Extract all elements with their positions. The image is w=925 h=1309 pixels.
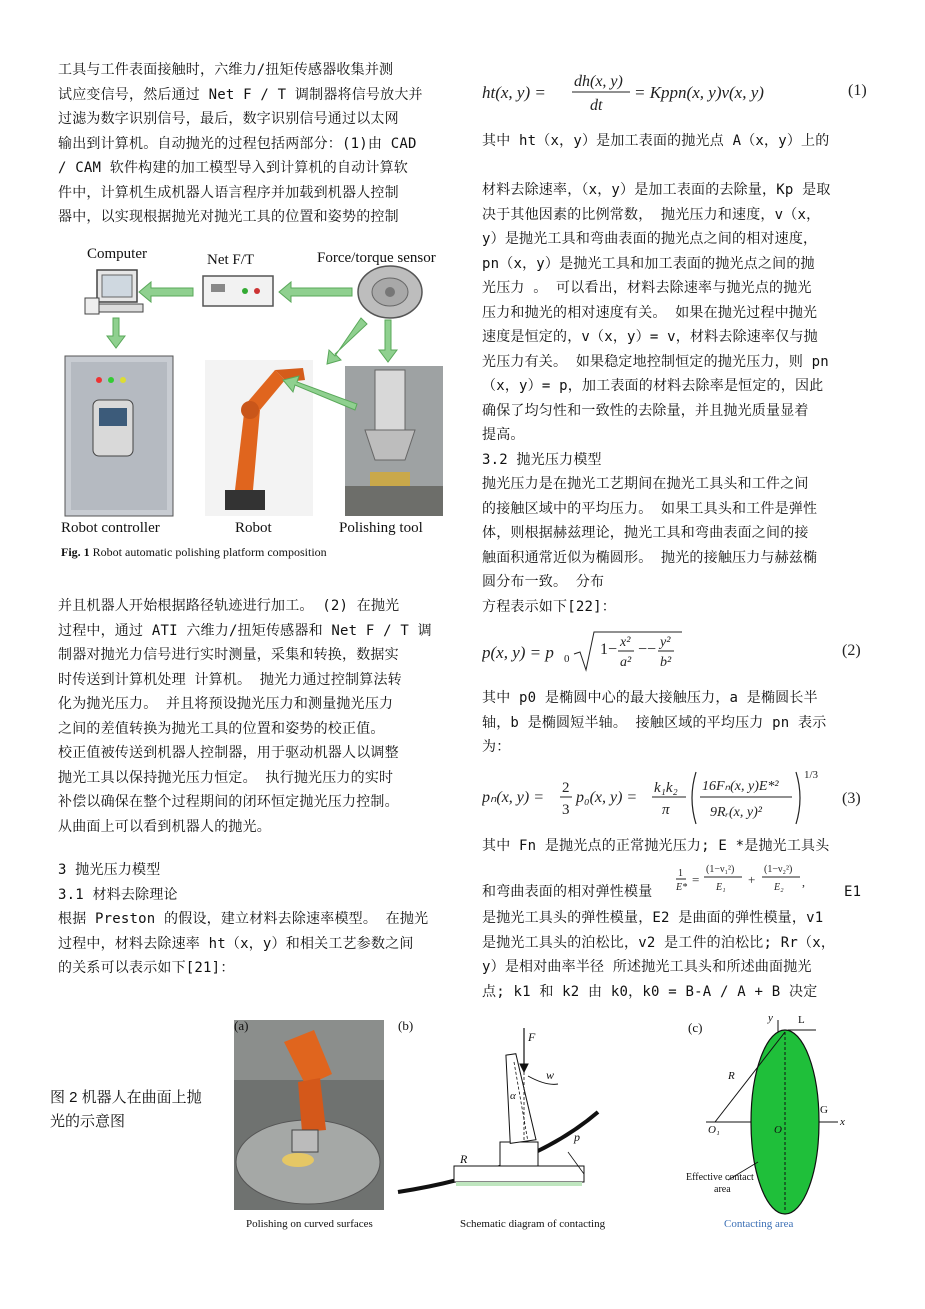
text-line: E1 [844, 884, 862, 900]
svg-text:0: 0 [564, 653, 570, 665]
text-line: 速度是恒定的，v（x，y）= v，材料去除速率仅与抛 [482, 329, 818, 345]
svg-text:1: 1 [678, 868, 683, 879]
right-line-f [482, 860, 882, 900]
right-para-g [482, 906, 882, 1004]
label-L: L [798, 1014, 805, 1026]
svg-text:+: + [748, 872, 756, 887]
panel-c-label: (c) [688, 1020, 703, 1035]
svg-text:(1−ν₁²): (1−ν₁²) [706, 864, 735, 875]
text-line: 过程中，材料去除速率 ht（x，y）和相关工艺参数之间 [58, 935, 414, 952]
eq-3-number: (3) [842, 790, 861, 807]
figure-2-caption [50, 1086, 230, 1134]
text-line: 校正值被传送到机器人控制器，用于驱动机器人以调整 [58, 745, 399, 761]
label-x: x [840, 1116, 845, 1128]
svg-text:x²: x² [620, 635, 631, 650]
elastic-modulus-formula [676, 860, 836, 900]
svg-text:p₀(x, y) =: p₀(x, y) = [576, 789, 638, 806]
svg-text:ht(x, y) =: ht(x, y) = [482, 83, 546, 102]
figure-1 [55, 240, 455, 570]
section-3-heading: 3 抛光压力模型 [58, 862, 161, 878]
text-line: 触面积通常近似为椭圆形。 抛光的接触压力与赫兹椭 [482, 549, 818, 566]
section-3-2-heading: 3.2 抛光压力模型 [482, 451, 602, 468]
text-line: 提高。 [482, 427, 525, 443]
text-line: 工具与工件表面接触时，六维力/扭矩传感器收集并测 [58, 62, 394, 78]
label-robot: Robot [235, 520, 272, 536]
text-line: 输出到计算机。自动抛光的过程包括两部分：(1)由 CAD [58, 135, 417, 152]
right-line-e [482, 834, 882, 859]
eq-2-number: (2) [842, 642, 861, 659]
text-line: 从曲面上可以看到机器人的抛光。 [58, 818, 271, 835]
svg-text:b²: b² [660, 655, 672, 670]
figure-1-caption [61, 545, 327, 560]
text-line: 并且机器人开始根据路径轨迹进行加工。 (2) 在抛光 [58, 598, 400, 614]
svg-text:1/3: 1/3 [804, 769, 819, 781]
right-para-d [482, 686, 882, 760]
label-F: F [528, 1030, 536, 1044]
text-line: 确保了均匀性和一致性的去除量，并且抛光质量显着 [482, 402, 809, 419]
text-line: 光压力 。 可以看出，材料去除速率与抛光点的抛光 [482, 280, 812, 296]
svg-text:3: 3 [562, 802, 570, 818]
label-R-b: R [460, 1152, 468, 1166]
panel-b-schematic [398, 1028, 598, 1192]
text-line: 压力和抛光的相对速度有关。 如果在抛光过程中抛光 [482, 304, 818, 321]
label-polishing-tool: Polishing tool [339, 520, 423, 536]
label-O1: O₁ [708, 1124, 720, 1136]
svg-text:dh(x, y): dh(x, y) [574, 73, 623, 90]
text-line: 的关系可以表示如下[21]： [58, 960, 235, 976]
svg-text:pₙ(x, y) =: pₙ(x, y) = [482, 789, 545, 806]
svg-text:k₁k₂: k₁k₂ [654, 780, 678, 796]
text-line: 补偿以确保在整个过程期间的闭环恒定抛光压力控制。 [58, 794, 399, 810]
svg-text:16Fₙ(x, y)E*²: 16Fₙ(x, y)E*² [702, 779, 779, 794]
equation-1 [482, 72, 872, 114]
text-line: 根据 Preston 的假设，建立材料去除速率模型。 在抛光 [58, 911, 429, 927]
text-line: 过程中，通过 ATI 六维力/扭矩传感器和 Net F / T 调 [58, 622, 432, 639]
text-line: 时传送到计算机处理 计算机。 抛光力通过控制算法转 [58, 671, 402, 688]
label-robot-controller: Robot controller [61, 520, 160, 536]
left-para-1 [58, 58, 458, 230]
svg-text:1−: 1− [600, 641, 618, 658]
svg-text:2: 2 [562, 780, 570, 796]
text-line: 其中 ht（x，y）是加工表面的抛光点 A（x，y）上的 [482, 133, 830, 149]
text-line: 是抛光工具头的泊松比，v2 是工件的泊松比; Rr（x， [482, 934, 836, 951]
section-3-1-heading: 3.1 材料去除理论 [58, 886, 178, 903]
label-effective-contact: Effective contact [686, 1172, 754, 1183]
robot-controller-image [65, 356, 173, 516]
text-line: pn（x，y）是抛光工具和加工表面的抛光点之间的抛 [482, 255, 815, 272]
text-line: 和弯曲表面的相对弹性模量 [482, 884, 653, 900]
text-line: 过滤为数字识别信号，最后，数字识别信号通过以太网 [58, 111, 399, 127]
text-line: 是抛光工具头的弹性模量，E2 是曲面的弹性模量，v1 [482, 910, 824, 926]
panel-a-subcaption: Polishing on curved surfaces [246, 1218, 373, 1230]
text-line: 方程表示如下[22]： [482, 598, 616, 615]
svg-text:E*: E* [676, 882, 688, 893]
figure-2-graphic [228, 1012, 888, 1242]
svg-text:= Kppn(x, y)v(x, y): = Kppn(x, y)v(x, y) [634, 83, 764, 102]
label-sensor: Force/torque sensor [317, 250, 436, 266]
label-O: O [774, 1124, 782, 1136]
text-line: 材料去除速率，（x，y）是加工表面的去除量，Kp 是取 [482, 182, 831, 198]
left-para-2 [58, 594, 458, 839]
text-line: y）是抛光工具和弯曲表面的抛光点之间的相对速度， [482, 231, 818, 247]
caption-label: Fig. 1 [61, 545, 90, 559]
equation-3 [482, 762, 872, 828]
label-area: area [714, 1184, 731, 1195]
panel-b-label: (b) [398, 1018, 414, 1033]
label-net-ft: Net F/T [207, 252, 255, 268]
polishing-tool-image [345, 366, 443, 516]
svg-text:E₁: E₁ [716, 882, 726, 893]
equation-2-graphic [482, 628, 782, 678]
text-line: 抛光压力是在抛光工艺期间在抛光工具头和工件之间 [482, 476, 809, 492]
svg-text:p(x, y) = p: p(x, y) = p [482, 643, 554, 662]
label-y: y [768, 1012, 773, 1024]
svg-text:π: π [662, 802, 670, 818]
text-line: 为： [482, 739, 511, 755]
computer-icon [85, 270, 143, 314]
text-line: 制器对抛光力信号进行实时测量，采集和转换，数据实 [58, 647, 399, 663]
svg-text:9Rᵣ(x, y)²: 9Rᵣ(x, y)² [710, 805, 762, 820]
force-sensor-icon [358, 266, 422, 318]
svg-text:−−: −− [638, 641, 657, 658]
label-alpha: α [510, 1090, 516, 1102]
text-line: （x，y）= p，加工表面的材料去除率是恒定的，因此 [482, 378, 824, 394]
text-line: 器中，以实现根据抛光对抛光工具的位置和姿势的控制 [58, 209, 399, 225]
equation-1-graphic [482, 72, 782, 114]
text-line: y）是相对曲率半径 所述抛光工具头和所述曲面抛光 [482, 959, 812, 975]
text-line: 轴，b 是椭圆短半轴。 接触区域的平均压力 pn 表示 [482, 714, 827, 731]
text-line: 点; k1 和 k2 由 k0，k0 = B-A / A + B 决定 [482, 983, 818, 1000]
svg-text:a²: a² [620, 655, 632, 670]
text-line: 之间的差值转换为抛光工具的位置和姿势的校正值。 [58, 720, 385, 737]
text-line: 体，则根据赫兹理论，抛光工具和弯曲表面之间的接 [482, 525, 809, 541]
text-line: 的接触区域中的平均压力。 如果工具头和工件是弹性 [482, 500, 818, 517]
text-line: 决于其他因素的比例常数， 抛光压力和速度，v（x， [482, 206, 821, 223]
svg-text:(1−ν₂²): (1−ν₂²) [764, 864, 793, 875]
label-R-c: R [728, 1070, 735, 1082]
text-line: 抛光工具以保持抛光压力恒定。 执行抛光压力的实时 [58, 769, 394, 786]
text-line: 化为抛光压力。 并且将预设抛光压力和测量抛光压力 [58, 696, 394, 712]
text-line: 光压力有关。 如果稳定地控制恒定的抛光压力，则 pn [482, 353, 829, 370]
panel-a-photo [234, 1020, 384, 1210]
caption-text: Robot automatic polishing platform composition [92, 545, 327, 559]
text-line: 其中 Fn 是抛光点的正常抛光压力; E *是抛光工具头 [482, 838, 830, 854]
right-line-a [482, 129, 882, 154]
eq-1-number: (1) [848, 82, 867, 99]
panel-c-subcaption: Contacting area [724, 1218, 794, 1230]
text-line: / CAM 软件构建的加工模型导入到计算机的自动计算软 [58, 160, 408, 176]
right-para-b [482, 178, 882, 619]
svg-text:dt: dt [590, 97, 603, 114]
caption-line: 光的示意图 [50, 1113, 126, 1130]
figure-2 [228, 1012, 888, 1242]
text-line: 其中 p0 是椭圆中心的最大接触压力，a 是椭圆长半 [482, 690, 818, 706]
equation-3-graphic [482, 762, 822, 828]
svg-text:=: = [692, 872, 700, 887]
panel-a-label: (a) [234, 1018, 249, 1033]
label-G: G [820, 1104, 828, 1116]
label-computer: Computer [87, 246, 147, 262]
svg-text:y²: y² [660, 635, 671, 650]
text-line: 件中，计算机生成机器人语言程序并加载到机器人控制 [58, 184, 399, 201]
text-line: 圆分布一致。 分布 [482, 574, 605, 590]
panel-b-subcaption: Schematic diagram of contacting [460, 1218, 606, 1230]
left-section [58, 858, 458, 981]
label-p: p [574, 1130, 580, 1144]
svg-text:,: , [802, 875, 805, 889]
caption-line: 图 2 机器人在曲面上抛 [50, 1089, 202, 1106]
net-ft-device-icon [203, 276, 273, 306]
equation-2 [482, 628, 872, 678]
svg-text:E₂: E₂ [774, 882, 784, 893]
label-w: w [546, 1068, 555, 1082]
text-line: 试应变信号，然后通过 Net F / T 调制器将信号放大并 [58, 86, 423, 103]
